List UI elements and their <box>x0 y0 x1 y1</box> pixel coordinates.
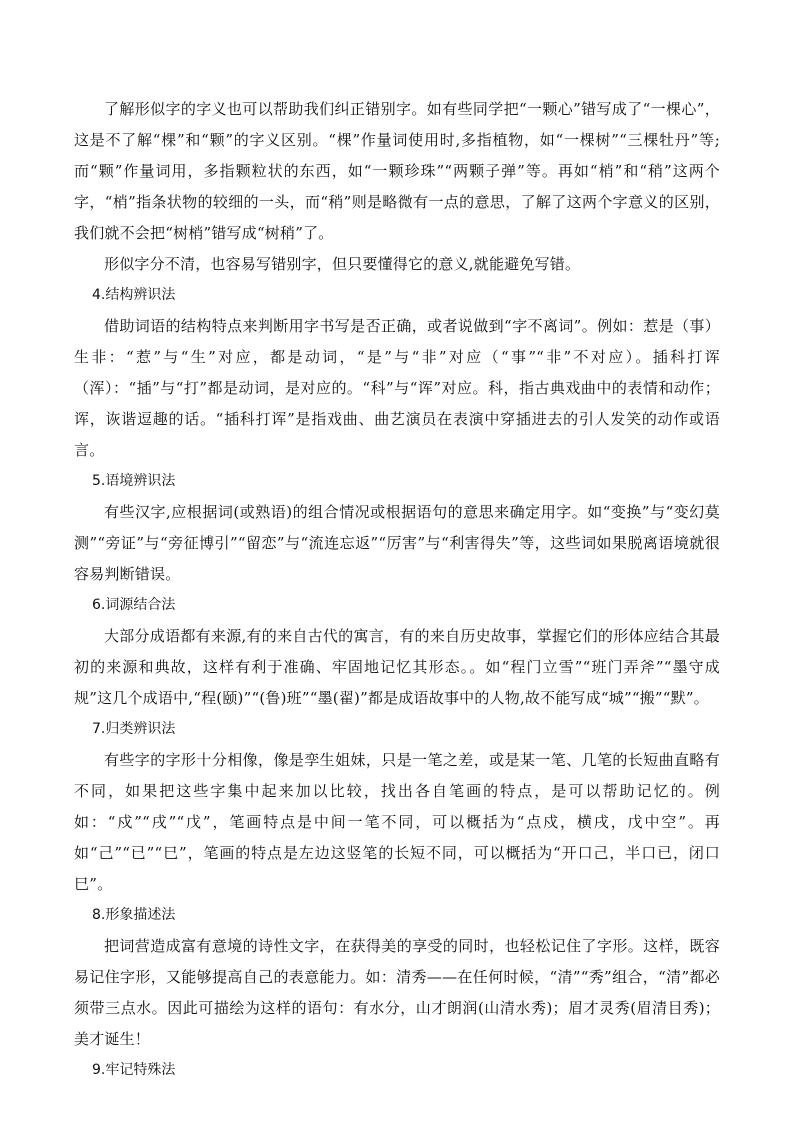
paragraph-imagery-method: 把词营造成富有意境的诗性文字，在获得美的享受的同时，也轻松记住了字形。这样，既容易记住字形，又能够提高自己的表意能力。如：清秀——在任何时候，“清”“秀”组合，“清”都必须带三点水。因此可描绘为这样的语句：有水分，山才朗润(山清水秀)；眉才灵秀(眉清目秀)；美才诞生！ <box>74 937 720 1048</box>
section-heading-etymology: 6.词源结合法 <box>92 597 176 613</box>
section-heading-special: 9.牢记特殊法 <box>92 1062 176 1078</box>
paragraph-context-method: 有些汉字,应根据词(或熟语)的组合情况或根据语句的意思来确定用字。如“变换”与“变幻莫测”“旁证”与“旁征博引”“留恋”与“流连忘返”“厉害”与“利害得失”等，这些词如果脱离语境就很容易判断错误。 <box>74 503 720 583</box>
paragraph-shape-similar-meaning: 了解形似字的字义也可以帮助我们纠正错别字。如有些同学把“一颗心”错写成了“一棵心”，这是不了解“棵”和“颗”的字义区别。“棵”作量词使用时,多指植物，如“一棵树”“三棵牡丹”等;而“颗”作量词用，多指颗粒状的东西，如“一颗珍珠”“两颗子弹”等。再如“梢”和“稍”这两个字，“梢”指条状物的较细的一头，而“稍”则是略微有一点的意思，了解了这两个字意义的区别，我们就不会把“树梢”错写成“树稍”了。 <box>74 100 720 242</box>
paragraph-avoid-errors: 形似字分不清，也容易写错别字，但只要懂得它的意义,就能避免写错。 <box>104 255 581 273</box>
section-heading-classification: 7.归类辨识法 <box>92 721 176 737</box>
paragraph-classification-method: 有些字的字形十分相像，像是孪生姐妹，只是一笔之差，或是某一笔、几笔的长短曲直略有不同，如果把这些字集中起来加以比较，找出各自笔画的特点，是可以帮助记忆的。例如：“戍”“戌”“戊”，笔画特点是中间一笔不同，可以概括为“点戍，横戌，戊中空”。再如“己”“已”“巳”，笔画的特点是左边这竖笔的长短不同，可以概括为“开口己，半口已，闭口巳”。 <box>74 751 720 893</box>
section-heading-context: 5.语境辨识法 <box>92 473 176 489</box>
section-heading-structure: 4.结构辨识法 <box>92 287 176 303</box>
document-body <box>74 94 720 1086</box>
section-heading-imagery: 8.形象描述法 <box>92 907 176 923</box>
paragraph-etymology-method: 大部分成语都有来源,有的来自古代的寓言，有的来自历史故事，掌握它们的形体应结合其最初的来源和典故，这样有利于准确、牢固地记忆其形态。。如“程门立雪”“班门弄斧”“墨守成规”这几个成语中,“程(颐)”“(鲁)班”“墨(翟)”都是成语故事中的人物,故不能写成“城”“搬”“默”。 <box>74 627 720 707</box>
paragraph-structure-method: 借助词语的结构特点来判断用字书写是否正确，或者说做到“字不离词”。例如：惹是（事）生非：“惹”与“生”对应，都是动词，“是”与“非”对应（“事”“非”不对应）。插科打诨（浑）：“插”与“打”都是动词，是对应的。“科”与“诨”对应。科，指古典戏曲中的表情和动作；诨，诙谐逗趣的话。“插科打诨”是指戏曲、曲艺演员在表演中穿插进去的引人发笑的动作或语言。 <box>74 317 720 459</box>
